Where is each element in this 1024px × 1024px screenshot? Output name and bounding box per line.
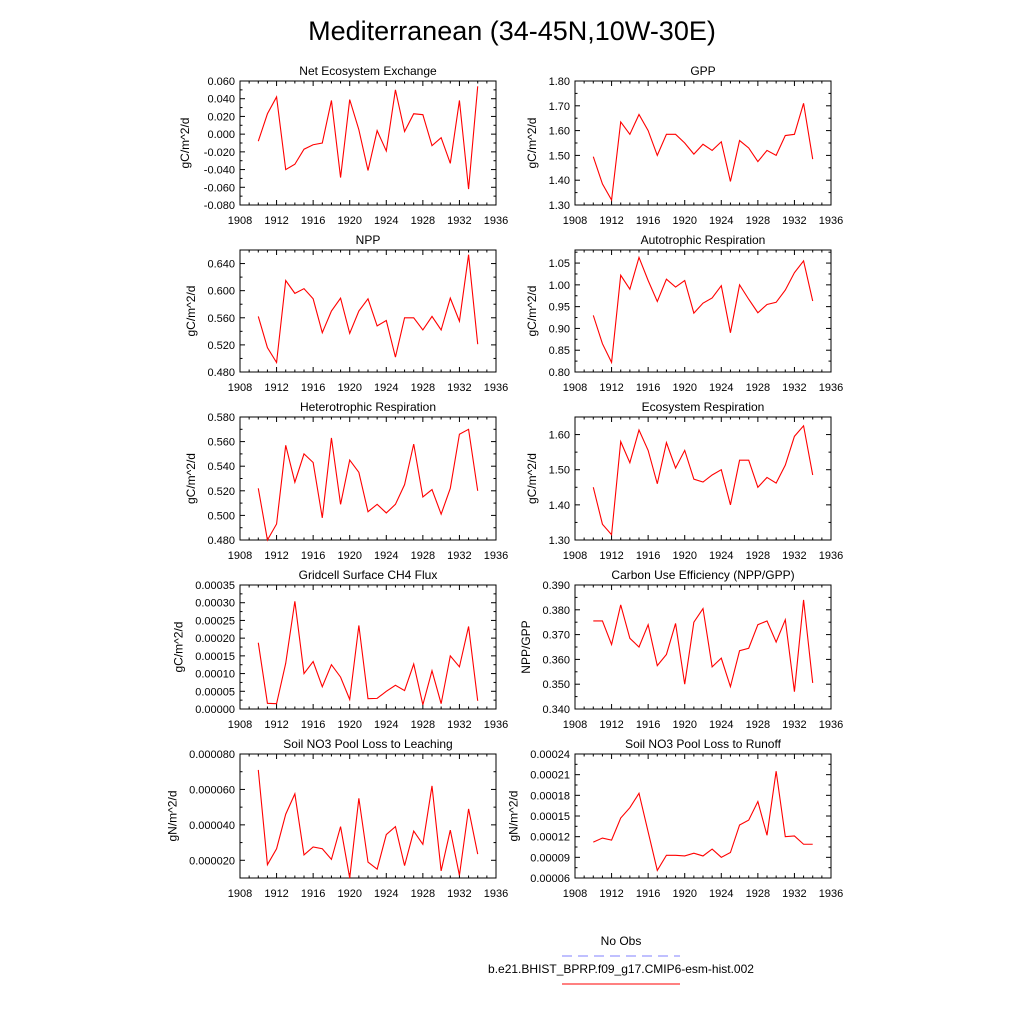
chart-ecosystem-respiration-xtick-label: 1936 bbox=[818, 550, 844, 562]
chart-net-ecosystem-exchange-ytick-label: -0.020 bbox=[203, 146, 235, 159]
chart-gpp-ytick-label: 1.70 bbox=[548, 100, 570, 113]
chart-autotrophic-respiration-xtick-label: 1912 bbox=[599, 382, 624, 394]
chart-carbon-use-efficiency-npp-gpp-title: Carbon Use Efficiency (NPP/GPP) bbox=[611, 568, 795, 582]
chart-soil-no3-pool-loss-to-leaching-ytick-label: 0.000040 bbox=[189, 819, 235, 832]
chart-net-ecosystem-exchange-ytick-label: 0.000 bbox=[207, 129, 235, 142]
chart-gpp-xtick-label: 1916 bbox=[635, 215, 661, 227]
chart-autotrophic-respiration-xtick-label: 1916 bbox=[635, 382, 661, 394]
chart-gridcell-surface-ch4-flux-xtick-label: 1908 bbox=[227, 719, 253, 731]
chart-soil-no3-pool-loss-to-runoff-title: Soil NO3 Pool Loss to Runoff bbox=[625, 737, 781, 751]
chart-heterotrophic-respiration-xtick-label: 1908 bbox=[227, 550, 253, 562]
chart-soil-no3-pool-loss-to-runoff-ytick-label: 0.00015 bbox=[530, 811, 570, 823]
chart-ecosystem-respiration-ytick-label: 1.50 bbox=[548, 464, 570, 477]
chart-soil-no3-pool-loss-to-runoff-ytick-label: 0.00021 bbox=[530, 769, 570, 782]
chart-gpp-xtick-label: 1920 bbox=[672, 215, 697, 227]
legend bbox=[488, 934, 754, 984]
chart-ecosystem-respiration-ylabel: gC/m^2/d bbox=[525, 453, 540, 504]
chart-ecosystem-respiration bbox=[525, 400, 843, 562]
chart-gridcell-surface-ch4-flux-ytick-label: 0.00035 bbox=[195, 580, 235, 592]
chart-npp-ytick-label: 0.640 bbox=[207, 258, 235, 271]
chart-soil-no3-pool-loss-to-runoff-xtick-label: 1928 bbox=[745, 888, 771, 900]
chart-soil-no3-pool-loss-to-leaching-xtick-label: 1928 bbox=[410, 888, 436, 900]
chart-ecosystem-respiration-ytick-label: 1.60 bbox=[548, 429, 570, 442]
chart-autotrophic-respiration-ytick-label: 0.85 bbox=[548, 345, 570, 358]
chart-npp bbox=[184, 233, 508, 394]
chart-net-ecosystem-exchange-series-line bbox=[258, 86, 477, 189]
chart-npp-xtick-label: 1924 bbox=[374, 382, 399, 394]
chart-gridcell-surface-ch4-flux-ytick-label: 0.00010 bbox=[195, 668, 235, 681]
chart-autotrophic-respiration-ytick-label: 0.80 bbox=[548, 367, 570, 379]
chart-gridcell-surface-ch4-flux-xtick-label: 1912 bbox=[264, 719, 289, 731]
chart-gridcell-surface-ch4-flux-ytick-label: 0.00030 bbox=[195, 597, 235, 610]
chart-gridcell-surface-ch4-flux-xtick-label: 1924 bbox=[374, 719, 399, 731]
chart-gridcell-surface-ch4-flux-ytick-label: 0.00025 bbox=[195, 615, 235, 628]
chart-ecosystem-respiration-xtick-label: 1908 bbox=[562, 550, 588, 562]
chart-ecosystem-respiration-xtick-label: 1912 bbox=[599, 550, 624, 562]
chart-autotrophic-respiration-xtick-label: 1928 bbox=[745, 382, 771, 394]
chart-carbon-use-efficiency-npp-gpp-xtick-label: 1924 bbox=[709, 719, 734, 731]
chart-net-ecosystem-exchange-ytick-label: 0.060 bbox=[207, 76, 235, 88]
chart-heterotrophic-respiration-xtick-label: 1928 bbox=[410, 550, 436, 562]
chart-gpp-xtick-label: 1928 bbox=[745, 215, 771, 227]
chart-npp-frame bbox=[240, 250, 496, 372]
chart-gpp-ytick-label: 1.50 bbox=[548, 150, 570, 163]
chart-soil-no3-pool-loss-to-runoff bbox=[507, 737, 844, 900]
chart-soil-no3-pool-loss-to-runoff-ytick-label: 0.00006 bbox=[530, 873, 570, 885]
chart-soil-no3-pool-loss-to-runoff-xtick-label: 1924 bbox=[709, 888, 734, 900]
chart-soil-no3-pool-loss-to-runoff-frame bbox=[575, 754, 831, 878]
chart-npp-xtick-label: 1932 bbox=[447, 382, 472, 394]
chart-gridcell-surface-ch4-flux-ytick-label: 0.00015 bbox=[195, 650, 235, 663]
chart-gridcell-surface-ch4-flux bbox=[172, 568, 509, 731]
chart-gpp-xtick-label: 1924 bbox=[709, 215, 734, 227]
chart-autotrophic-respiration-xtick-label: 1920 bbox=[672, 382, 697, 394]
chart-carbon-use-efficiency-npp-gpp-xtick-label: 1928 bbox=[745, 719, 771, 731]
chart-ecosystem-respiration-ytick-label: 1.40 bbox=[548, 499, 570, 512]
chart-carbon-use-efficiency-npp-gpp-ylabel: NPP/GPP bbox=[519, 620, 533, 674]
chart-soil-no3-pool-loss-to-leaching bbox=[165, 737, 508, 900]
chart-npp-xtick-label: 1936 bbox=[483, 382, 509, 394]
chart-autotrophic-respiration-ytick-label: 0.95 bbox=[548, 301, 570, 314]
chart-npp-ylabel: gC/m^2/d bbox=[184, 285, 198, 337]
chart-net-ecosystem-exchange bbox=[178, 64, 508, 227]
chart-soil-no3-pool-loss-to-leaching-ytick-label: 0.000060 bbox=[189, 784, 235, 797]
chart-carbon-use-efficiency-npp-gpp-ytick-label: 0.390 bbox=[542, 580, 570, 592]
chart-gridcell-surface-ch4-flux-series-line bbox=[258, 601, 477, 704]
chart-ecosystem-respiration-title: Ecosystem Respiration bbox=[641, 400, 765, 414]
chart-net-ecosystem-exchange-xtick-label: 1936 bbox=[483, 215, 509, 227]
chart-net-ecosystem-exchange-ytick-label: -0.040 bbox=[203, 164, 235, 177]
chart-ecosystem-respiration-series-line bbox=[593, 426, 812, 535]
chart-soil-no3-pool-loss-to-runoff-xtick-label: 1920 bbox=[672, 888, 697, 900]
chart-gridcell-surface-ch4-flux-xtick-label: 1916 bbox=[300, 719, 326, 731]
chart-autotrophic-respiration-ylabel: gC/m^2/d bbox=[525, 285, 540, 337]
chart-soil-no3-pool-loss-to-runoff-ylabel: gN/m^2/d bbox=[506, 790, 521, 842]
chart-gridcell-surface-ch4-flux-title: Gridcell Surface CH4 Flux bbox=[298, 568, 438, 582]
chart-net-ecosystem-exchange-ylabel: gC/m^2/d bbox=[177, 117, 192, 169]
chart-gpp-xtick-label: 1932 bbox=[782, 215, 807, 227]
chart-npp-ytick-label: 0.600 bbox=[207, 285, 235, 298]
chart-soil-no3-pool-loss-to-leaching-ylabel: gN/m^2/d bbox=[165, 790, 180, 842]
chart-gridcell-surface-ch4-flux-ytick-label: 0.00000 bbox=[195, 704, 235, 716]
chart-heterotrophic-respiration bbox=[184, 400, 508, 562]
chart-soil-no3-pool-loss-to-leaching-xtick-label: 1924 bbox=[374, 888, 399, 900]
legend-obs-label: No Obs bbox=[600, 934, 642, 948]
chart-net-ecosystem-exchange-frame bbox=[240, 81, 496, 205]
chart-heterotrophic-respiration-ytick-label: 0.560 bbox=[207, 436, 235, 449]
chart-soil-no3-pool-loss-to-runoff-ytick-label: 0.00012 bbox=[530, 831, 570, 844]
chart-carbon-use-efficiency-npp-gpp-frame bbox=[575, 585, 831, 709]
chart-npp-xtick-label: 1916 bbox=[300, 382, 326, 394]
legend-model-label: b.e21.BHIST_BPRP.f09_g17.CMIP6-esm-hist.002 bbox=[488, 962, 754, 976]
chart-ecosystem-respiration-xtick-label: 1920 bbox=[672, 550, 697, 562]
chart-carbon-use-efficiency-npp-gpp-xtick-label: 1916 bbox=[635, 719, 661, 731]
chart-heterotrophic-respiration-ytick-label: 0.540 bbox=[207, 461, 235, 474]
chart-npp-ytick-label: 0.520 bbox=[207, 339, 235, 352]
chart-autotrophic-respiration bbox=[525, 233, 843, 394]
chart-gpp-series-line bbox=[593, 103, 812, 200]
chart-heterotrophic-respiration-xtick-label: 1936 bbox=[483, 550, 509, 562]
chart-autotrophic-respiration-xtick-label: 1936 bbox=[818, 382, 844, 394]
chart-carbon-use-efficiency-npp-gpp bbox=[519, 568, 843, 731]
chart-soil-no3-pool-loss-to-leaching-xtick-label: 1908 bbox=[227, 888, 253, 900]
chart-heterotrophic-respiration-frame bbox=[240, 417, 496, 540]
chart-npp-series-line bbox=[258, 255, 477, 363]
chart-net-ecosystem-exchange-ytick-label: 0.040 bbox=[207, 93, 235, 106]
chart-gpp-ytick-label: 1.80 bbox=[548, 76, 570, 88]
chart-soil-no3-pool-loss-to-leaching-series-line bbox=[258, 770, 477, 878]
chart-ecosystem-respiration-xtick-label: 1928 bbox=[745, 550, 771, 562]
chart-ecosystem-respiration-ytick-label: 1.30 bbox=[548, 535, 570, 547]
chart-net-ecosystem-exchange-xtick-label: 1916 bbox=[300, 215, 326, 227]
chart-heterotrophic-respiration-ytick-label: 0.500 bbox=[207, 510, 235, 523]
chart-gridcell-surface-ch4-flux-xtick-label: 1932 bbox=[447, 719, 472, 731]
chart-npp-xtick-label: 1912 bbox=[264, 382, 289, 394]
chart-autotrophic-respiration-xtick-label: 1924 bbox=[709, 382, 734, 394]
chart-gridcell-surface-ch4-flux-frame bbox=[240, 585, 496, 709]
chart-heterotrophic-respiration-xtick-label: 1916 bbox=[300, 550, 326, 562]
chart-npp-ytick-label: 0.560 bbox=[207, 312, 235, 325]
chart-gpp-xtick-label: 1912 bbox=[599, 215, 624, 227]
chart-gpp-ytick-label: 1.60 bbox=[548, 125, 570, 138]
chart-net-ecosystem-exchange-xtick-label: 1928 bbox=[410, 215, 436, 227]
chart-soil-no3-pool-loss-to-leaching-xtick-label: 1932 bbox=[447, 888, 472, 900]
chart-soil-no3-pool-loss-to-leaching-xtick-label: 1936 bbox=[483, 888, 509, 900]
figure-title: Mediterranean (34-45N,10W-30E) bbox=[308, 16, 716, 46]
chart-gridcell-surface-ch4-flux-ytick-label: 0.00005 bbox=[195, 686, 235, 699]
chart-ecosystem-respiration-xtick-label: 1932 bbox=[782, 550, 807, 562]
chart-carbon-use-efficiency-npp-gpp-xtick-label: 1912 bbox=[599, 719, 624, 731]
chart-gpp bbox=[525, 64, 843, 227]
chart-carbon-use-efficiency-npp-gpp-ytick-label: 0.370 bbox=[542, 629, 570, 642]
chart-autotrophic-respiration-series-line bbox=[593, 257, 812, 362]
chart-carbon-use-efficiency-npp-gpp-xtick-label: 1920 bbox=[672, 719, 697, 731]
chart-soil-no3-pool-loss-to-runoff-xtick-label: 1908 bbox=[562, 888, 588, 900]
chart-soil-no3-pool-loss-to-leaching-ytick-label: 0.000020 bbox=[189, 855, 235, 868]
chart-npp-xtick-label: 1928 bbox=[410, 382, 436, 394]
chart-soil-no3-pool-loss-to-runoff-xtick-label: 1932 bbox=[782, 888, 807, 900]
chart-net-ecosystem-exchange-xtick-label: 1912 bbox=[264, 215, 289, 227]
panels bbox=[165, 64, 843, 900]
chart-gpp-xtick-label: 1908 bbox=[562, 215, 588, 227]
chart-soil-no3-pool-loss-to-runoff-xtick-label: 1936 bbox=[818, 888, 844, 900]
chart-soil-no3-pool-loss-to-runoff-xtick-label: 1916 bbox=[635, 888, 661, 900]
chart-ecosystem-respiration-xtick-label: 1924 bbox=[709, 550, 734, 562]
chart-gpp-title: GPP bbox=[690, 64, 716, 78]
chart-gridcell-surface-ch4-flux-ylabel: gC/m^2/d bbox=[171, 621, 186, 673]
chart-gridcell-surface-ch4-flux-ytick-label: 0.00020 bbox=[195, 633, 235, 646]
chart-heterotrophic-respiration-ylabel: gC/m^2/d bbox=[184, 453, 198, 504]
chart-gridcell-surface-ch4-flux-xtick-label: 1936 bbox=[483, 719, 509, 731]
chart-carbon-use-efficiency-npp-gpp-ytick-label: 0.340 bbox=[542, 704, 570, 716]
chart-autotrophic-respiration-ytick-label: 1.00 bbox=[548, 279, 570, 292]
chart-npp-title: NPP bbox=[355, 233, 381, 247]
chart-gpp-ytick-label: 1.40 bbox=[548, 175, 570, 188]
chart-autotrophic-respiration-title: Autotrophic Respiration bbox=[640, 233, 766, 247]
chart-soil-no3-pool-loss-to-runoff-ytick-label: 0.00024 bbox=[530, 749, 570, 761]
chart-soil-no3-pool-loss-to-leaching-ytick-label: 0.000080 bbox=[189, 749, 235, 761]
chart-heterotrophic-respiration-title: Heterotrophic Respiration bbox=[299, 400, 437, 414]
chart-carbon-use-efficiency-npp-gpp-xtick-label: 1908 bbox=[562, 719, 588, 731]
chart-soil-no3-pool-loss-to-leaching-xtick-label: 1912 bbox=[264, 888, 289, 900]
chart-heterotrophic-respiration-xtick-label: 1924 bbox=[374, 550, 399, 562]
chart-soil-no3-pool-loss-to-runoff-ytick-label: 0.00018 bbox=[530, 790, 570, 803]
chart-gpp-xtick-label: 1936 bbox=[818, 215, 844, 227]
chart-heterotrophic-respiration-xtick-label: 1920 bbox=[337, 550, 362, 562]
chart-autotrophic-respiration-ytick-label: 0.90 bbox=[548, 323, 570, 336]
chart-soil-no3-pool-loss-to-leaching-title: Soil NO3 Pool Loss to Leaching bbox=[283, 737, 453, 751]
chart-net-ecosystem-exchange-xtick-label: 1932 bbox=[447, 215, 472, 227]
chart-heterotrophic-respiration-ytick-label: 0.520 bbox=[207, 485, 235, 498]
chart-autotrophic-respiration-xtick-label: 1932 bbox=[782, 382, 807, 394]
chart-soil-no3-pool-loss-to-runoff-xtick-label: 1912 bbox=[599, 888, 624, 900]
chart-carbon-use-efficiency-npp-gpp-ytick-label: 0.360 bbox=[542, 654, 570, 667]
chart-net-ecosystem-exchange-title: Net Ecosystem Exchange bbox=[299, 64, 437, 78]
chart-gridcell-surface-ch4-flux-xtick-label: 1928 bbox=[410, 719, 436, 731]
chart-net-ecosystem-exchange-ytick-label: 0.020 bbox=[207, 111, 235, 124]
chart-soil-no3-pool-loss-to-leaching-xtick-label: 1916 bbox=[300, 888, 326, 900]
chart-soil-no3-pool-loss-to-runoff-ytick-label: 0.00009 bbox=[530, 852, 570, 865]
chart-npp-xtick-label: 1908 bbox=[227, 382, 253, 394]
chart-net-ecosystem-exchange-xtick-label: 1924 bbox=[374, 215, 399, 227]
chart-heterotrophic-respiration-series-line bbox=[258, 429, 477, 540]
chart-gpp-ylabel: gC/m^2/d bbox=[525, 117, 540, 169]
chart-net-ecosystem-exchange-ytick-label: -0.060 bbox=[203, 182, 235, 195]
chart-net-ecosystem-exchange-ytick-label: -0.080 bbox=[203, 200, 235, 212]
chart-carbon-use-efficiency-npp-gpp-series-line bbox=[593, 600, 812, 692]
chart-heterotrophic-respiration-xtick-label: 1932 bbox=[447, 550, 472, 562]
chart-heterotrophic-respiration-ytick-label: 0.480 bbox=[207, 535, 235, 547]
chart-net-ecosystem-exchange-xtick-label: 1920 bbox=[337, 215, 362, 227]
chart-carbon-use-efficiency-npp-gpp-xtick-label: 1932 bbox=[782, 719, 807, 731]
chart-autotrophic-respiration-xtick-label: 1908 bbox=[562, 382, 588, 394]
chart-gpp-ytick-label: 1.30 bbox=[548, 200, 570, 212]
chart-autotrophic-respiration-frame bbox=[575, 250, 831, 372]
chart-autotrophic-respiration-ytick-label: 1.05 bbox=[548, 258, 570, 271]
chart-soil-no3-pool-loss-to-leaching-xtick-label: 1920 bbox=[337, 888, 362, 900]
chart-carbon-use-efficiency-npp-gpp-ytick-label: 0.380 bbox=[542, 604, 570, 617]
chart-net-ecosystem-exchange-xtick-label: 1908 bbox=[227, 215, 253, 227]
chart-npp-xtick-label: 1920 bbox=[337, 382, 362, 394]
chart-heterotrophic-respiration-ytick-label: 0.580 bbox=[207, 412, 235, 424]
chart-ecosystem-respiration-xtick-label: 1916 bbox=[635, 550, 661, 562]
chart-gridcell-surface-ch4-flux-xtick-label: 1920 bbox=[337, 719, 362, 731]
chart-carbon-use-efficiency-npp-gpp-ytick-label: 0.350 bbox=[542, 679, 570, 692]
chart-npp-ytick-label: 0.480 bbox=[207, 367, 235, 379]
chart-carbon-use-efficiency-npp-gpp-xtick-label: 1936 bbox=[818, 719, 844, 731]
chart-heterotrophic-respiration-xtick-label: 1912 bbox=[264, 550, 289, 562]
chart-soil-no3-pool-loss-to-runoff-series-line bbox=[593, 771, 812, 870]
